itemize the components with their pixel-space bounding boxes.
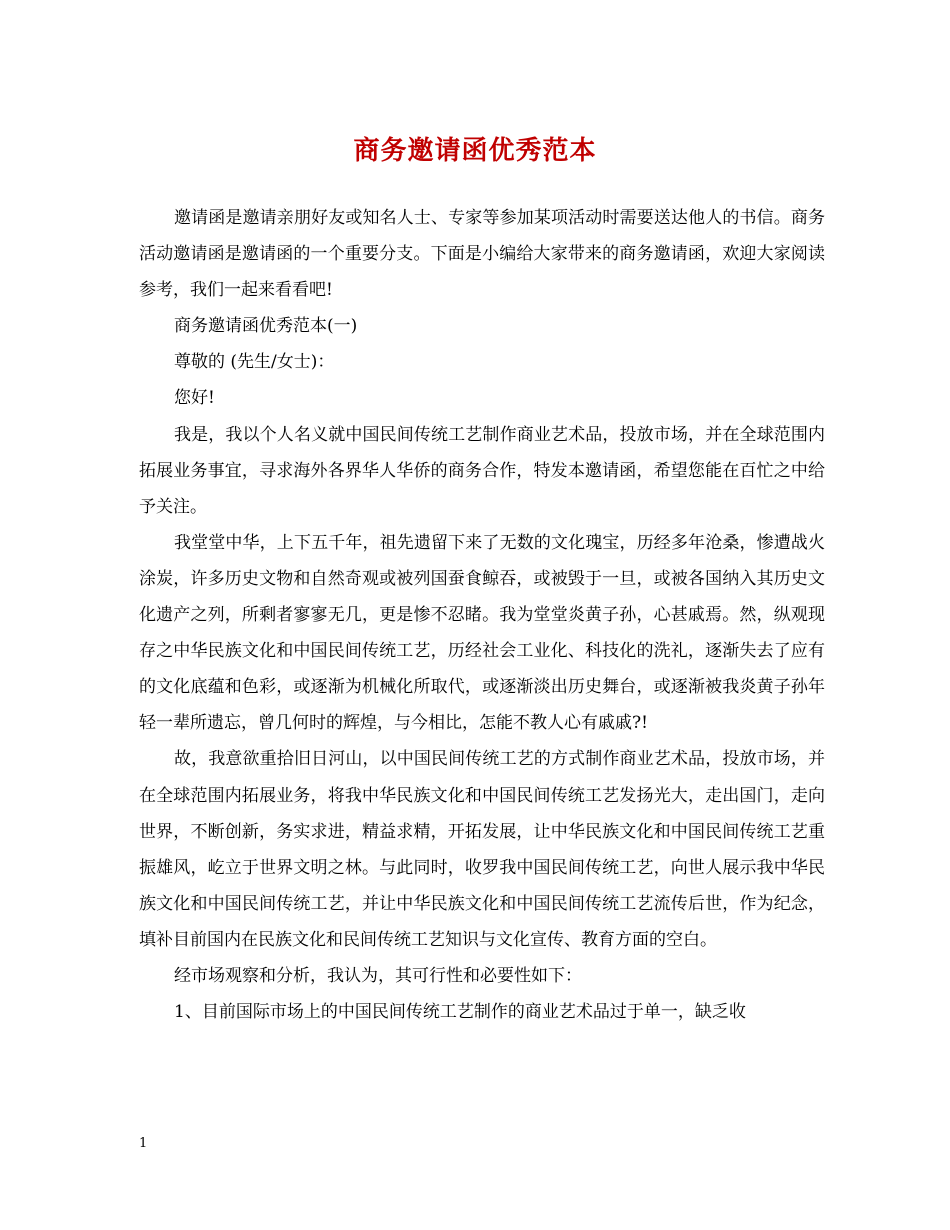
paragraph-purpose: 我是，我以个人名义就中国民间传统工艺制作商业艺术品，投放市场，并在全球范围内拓展业务事宜，寻求海外各界华人华侨的商务合作，特发本邀请函，希望您能在百忙之中给予关注。	[139, 424, 825, 517]
paragraph-sample-heading: 商务邀请函优秀范本(一)	[174, 316, 358, 337]
document-title: 商务邀请函优秀范本	[353, 136, 597, 166]
paragraph-plan: 故，我意欲重拾旧日河山，以中国民间传统工艺的方式制作商业艺术品，投放市场，并在全球范围内拓展业务，将我中华民族文化和中国民间传统工艺发扬光大，走出国门，走向世界，不断创新，务实求进，精益求精，开拓发展，让中华民族文化和中国民间传统工艺重振雄风，屹立于世界文明之林。与此同时，收罗我中国民间传统工艺，向世人展示我中华民族文化和中国民间传统工艺，并让中华民族文化和中国民间传统工艺流传后世，作为纪念，填补目前国内在民族文化和民间传统工艺知识与文化宣传、教育方面的空白。	[139, 749, 825, 950]
paragraph-background: 我堂堂中华，上下五千年，祖先遗留下来了无数的文化瑰宝，历经多年沧桑，惨遭战火涂炭，许多历史文物和自然奇观或被列国蚕食鲸吞，或被毁于一旦，或被各国纳入其历史文化遗产之列，所剩者寥寥无几，更是惨不忍睹。我为堂堂炎黄子孙，心甚戚焉。然，纵观现存之中华民族文化和中国民间传统工艺，历经社会工业化、科技化的洗礼，逐渐失去了应有的文化底蕴和色彩，或逐渐为机械化所取代，或逐渐淡出历史舞台，或逐渐被我炎黄子孙年轻一辈所遗忘，曾几何时的辉煌，与今相比，怎能不教人心有戚戚?!	[139, 532, 825, 734]
document-body	[139, 200, 825, 1030]
paragraph-greeting: 您好!	[174, 388, 215, 409]
paragraph-analysis-intro: 经市场观察和分析，我认为，其可行性和必要性如下：	[174, 965, 582, 986]
paragraph-point-1: 1、目前国际市场上的中国民间传统工艺制作的商业艺术品过于单一，缺乏收	[174, 1002, 746, 1023]
paragraph-intro: 邀请函是邀请亲朋好友或知名人士、专家等参加某项活动时需要送达他人的书信。商务活动邀请函是邀请函的一个重要分支。下面是小编给大家带来的商务邀请函，欢迎大家阅读参考，我们一起来看看吧!	[139, 208, 825, 301]
page-number: 1	[139, 1136, 148, 1151]
paragraph-salutation: 尊敬的 (先生/女士)：	[174, 352, 335, 373]
